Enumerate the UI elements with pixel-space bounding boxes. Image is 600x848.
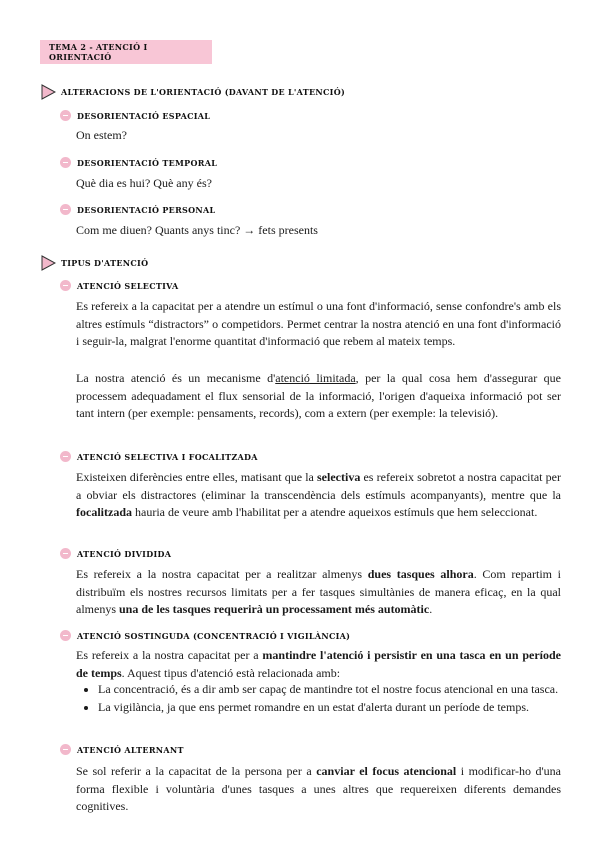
circle-bullet-icon	[60, 204, 71, 215]
paragraph-alternant: Se sol referir a la capacitat de la persona per a canviar el focus atencional i modificar-ho d'una forma flexible i voluntària d'unes tasques a unes altres que requereixen diferents demandes cognitives.	[76, 764, 561, 813]
subheading-selectiva: ATENCIÓ SELECTIVA	[60, 280, 179, 291]
circle-bullet-icon	[60, 744, 71, 755]
paragraph-sostinguda: Es refereix a la nostra capacitat per a mantindre l'atenció i persistir en una tasca en un període de temps. Aquest tipus d'atenció està relacionada amb:	[76, 648, 561, 680]
paragraph-selectiva-1: Es refereix a la capacitat per a atendre un estímul o una font d'informació, sense confondre's amb els altres estímuls “distractors” o competidors. Permet centrar la nostra atenció en una font d'informació i seguir-la, malgrat l'enorme quantitat d'informació que rebem al mateix temps.	[76, 299, 561, 348]
subheading-personal: DESORIENTACIÓ PERSONAL	[60, 204, 215, 215]
paragraph-selectiva-focalitzada: Existeixen diferències entre elles, matisant que la selectiva es refereix sobretot a nostra capacitat per a obviar els distractores (eliminar la transcendència dels estímuls acompanyants), mentre que la focalitzada hauria de veure amb l'habilitat per a atendre aqueixos estímuls que hem seleccionat.	[76, 470, 561, 519]
circle-bullet-icon	[60, 451, 71, 462]
subheading-espacial: DESORIENTACIÓ ESPACIAL	[60, 110, 210, 121]
page-title: TEMA 2 - ATENCIÓ I ORIENTACIÓ	[49, 42, 148, 62]
section-heading-types: TIPUS D'ATENCIÓ	[40, 255, 148, 271]
text-temporal: Què dia es hui? Què any és?	[76, 176, 212, 190]
list-item: • La concentració, és a dir amb ser capaç de mantindre tot el nostre focus atencional en una tasca.	[98, 681, 561, 699]
paragraph-selectiva-2: La nostra atenció és un mecanisme d'atenció limitada, per la qual cosa hem d'assegurar que processem adequadament el flux sensorial de la informació, l'origen d'aqueixa informació pot ser tant intern (per exemple: pensaments, records), com a extern (per exemple: la televisió).	[76, 371, 561, 420]
paragraph-dividida: Es refereix a la nostra capacitat per a realitzar almenys dues tasques alhora. Com repartim i distribuïm els nostres recursos limitats per a fer tasques simultànies de manera eficaç, en la qual almenys una de les tasques requerirà un processament més automàtic.	[76, 567, 561, 616]
subheading-dividida: ATENCIÓ DIVIDIDA	[60, 548, 171, 559]
list-sostinguda	[76, 681, 561, 716]
subheading-alternant: ATENCIÓ ALTERNANT	[60, 744, 184, 755]
section-heading-orientation: ALTERACIONS DE L'ORIENTACIÓ (DAVANT DE L'ATENCIÓ)	[40, 84, 345, 100]
triangle-bullet-icon	[40, 84, 56, 100]
circle-bullet-icon	[60, 548, 71, 559]
circle-bullet-icon	[60, 110, 71, 121]
circle-bullet-icon	[60, 280, 71, 291]
subheading-selectiva-focalitzada: ATENCIÓ SELECTIVA I FOCALITZADA	[60, 451, 258, 462]
subheading-sostinguda: ATENCIÓ SOSTINGUDA (CONCENTRACIÓ I VIGILÀNCIA)	[60, 630, 350, 641]
title-banner	[40, 40, 212, 64]
circle-bullet-icon	[60, 630, 71, 641]
subheading-temporal: DESORIENTACIÓ TEMPORAL	[60, 157, 217, 168]
circle-bullet-icon	[60, 157, 71, 168]
text-espacial: On estem?	[76, 128, 127, 142]
triangle-bullet-icon	[40, 255, 56, 271]
text-personal: Com me diuen? Quants anys tinc? → fets presents	[76, 223, 318, 237]
list-item: • La vigilància, ja que ens permet romandre en un estat d'alerta durant un període de temps.	[98, 699, 561, 717]
